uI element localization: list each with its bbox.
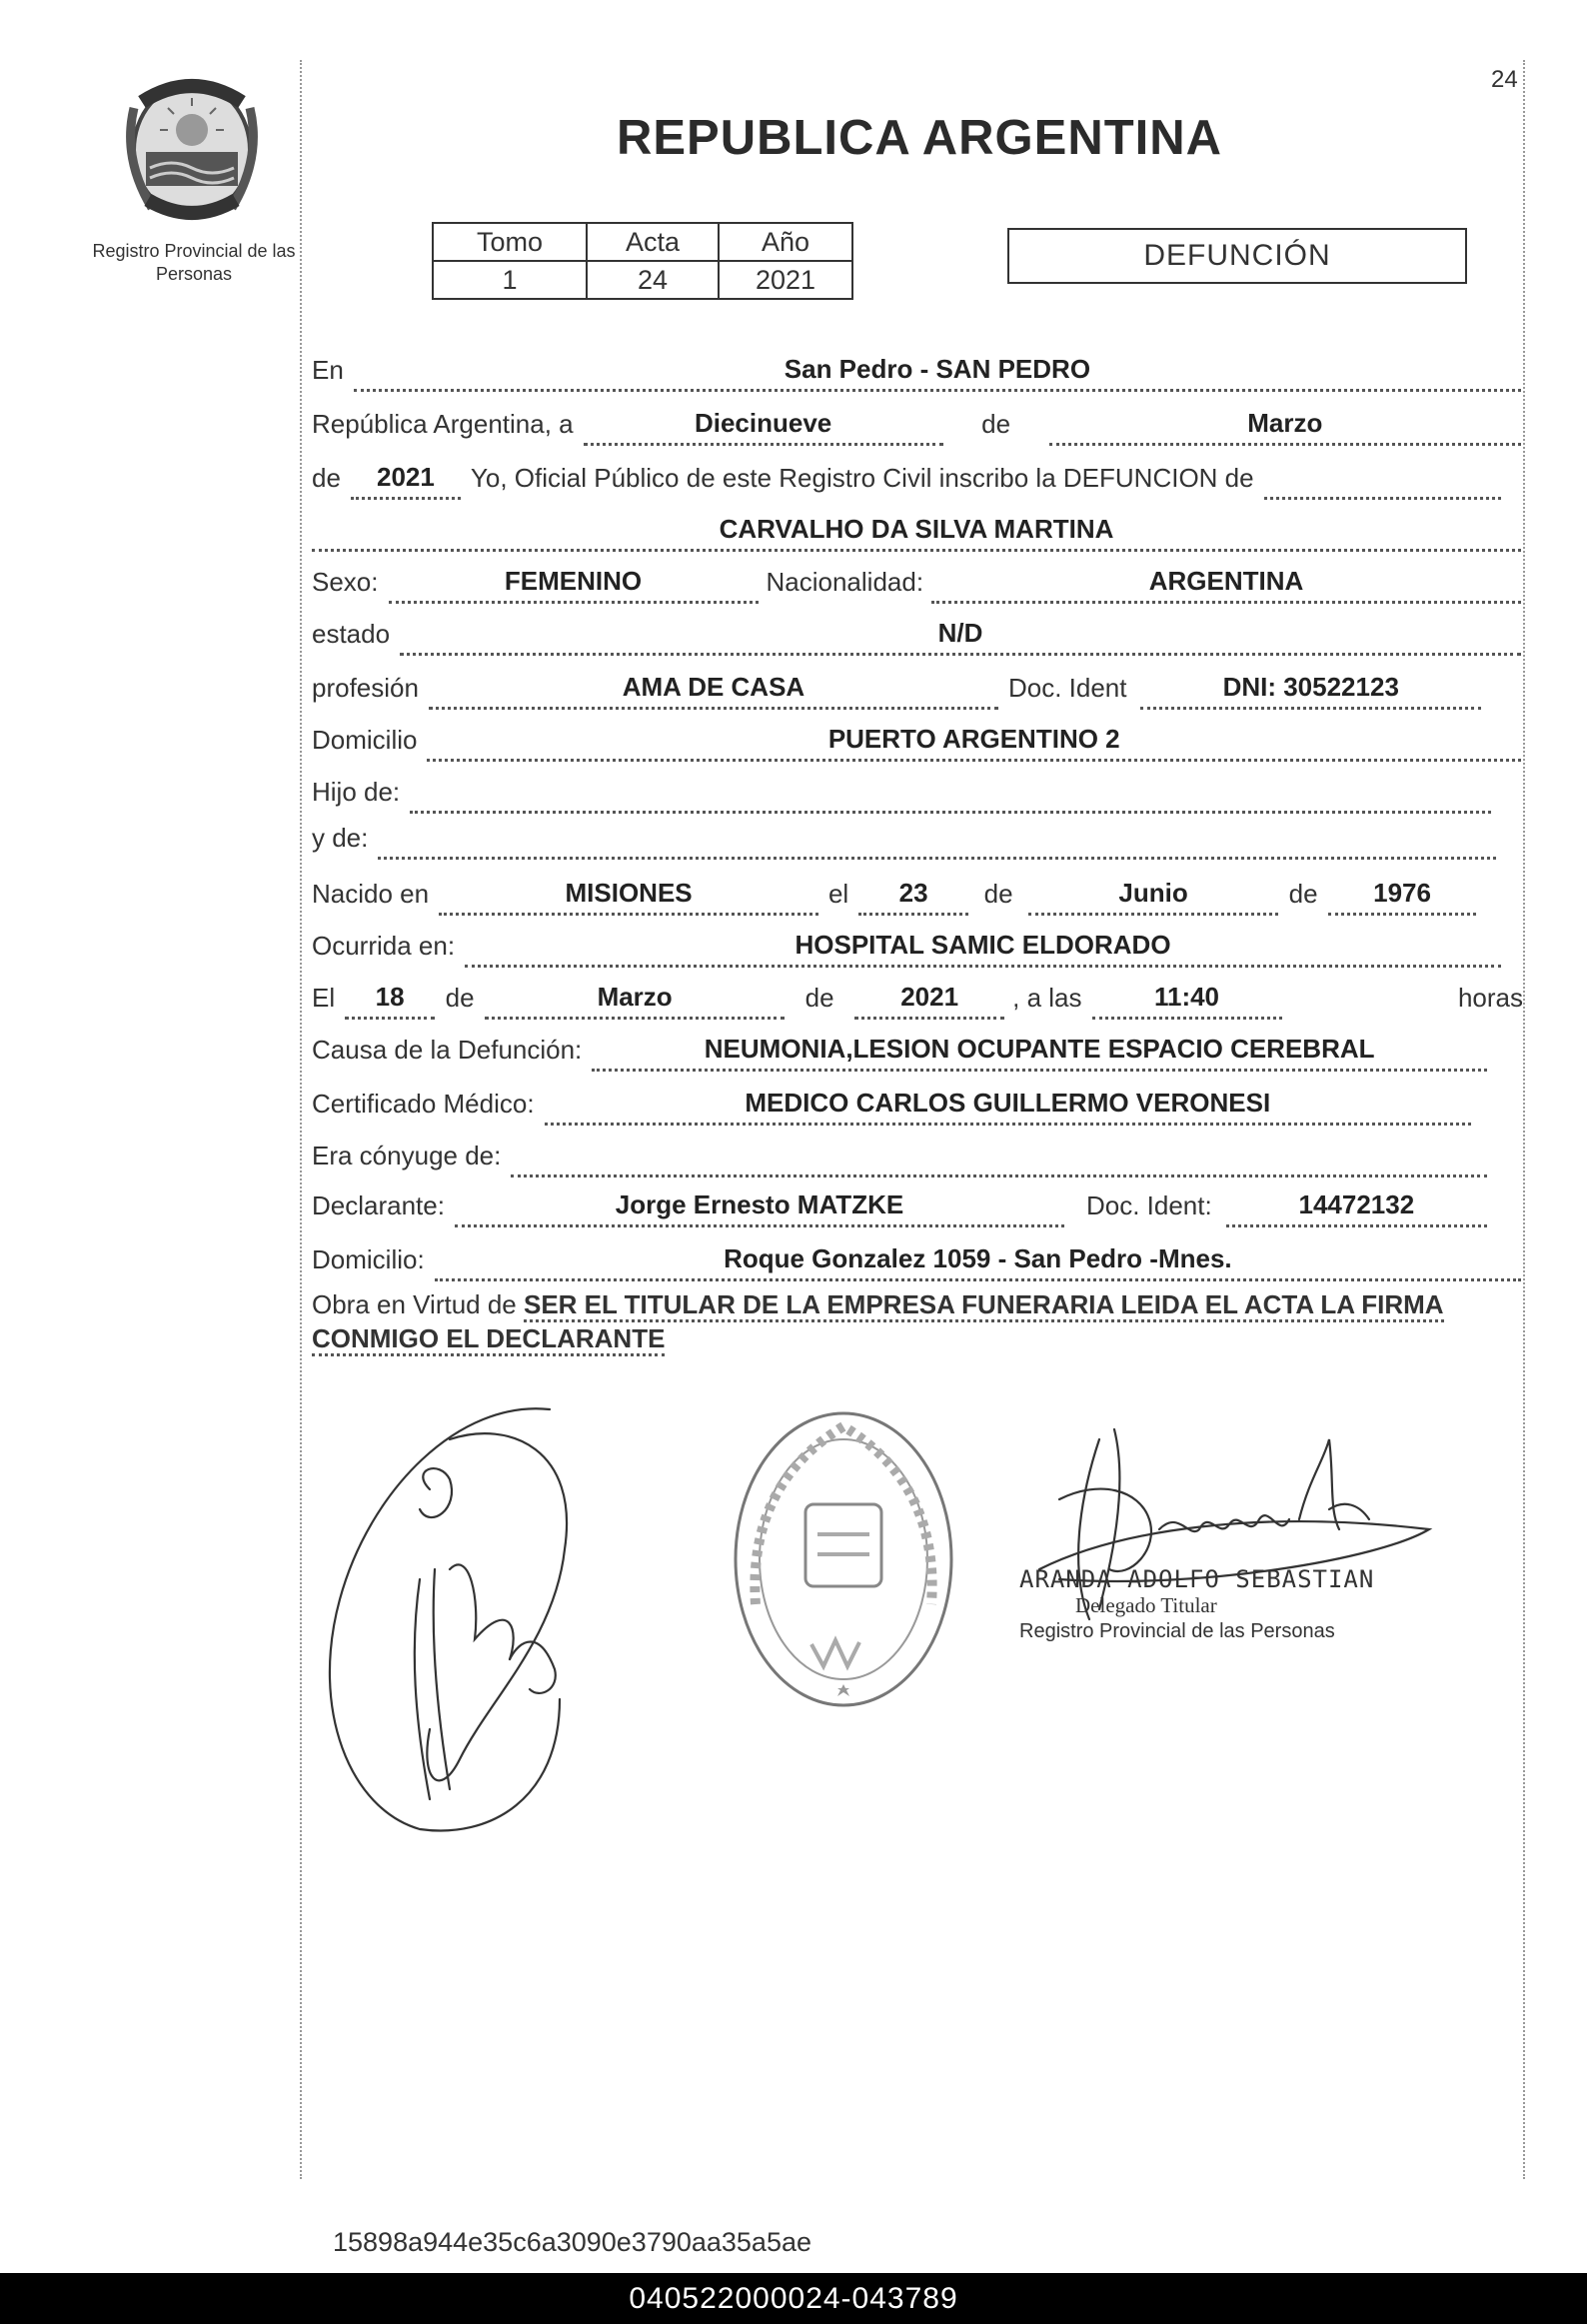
field-def-mes: Marzo xyxy=(485,981,785,1020)
field-nombre: CARVALHO DA SILVA MARTINA xyxy=(312,513,1521,552)
line-fecha-def xyxy=(312,978,1523,1020)
label-doc-ident: Doc. Ident xyxy=(1007,673,1127,703)
obra-paragraph xyxy=(312,1287,1521,1355)
field-declarante: Jorge Ernesto MATZKE xyxy=(455,1188,1064,1227)
document-type-box: DEFUNCIÓN xyxy=(1007,228,1467,284)
tomo-value: 1 xyxy=(433,261,587,299)
label-y-de: y de: xyxy=(312,823,369,853)
label-hijo-de: Hijo de: xyxy=(312,777,401,807)
issuer-name: Registro Provincial de las Personas xyxy=(92,241,296,284)
label-obra: Obra en Virtud de xyxy=(312,1289,517,1319)
line-domicilio xyxy=(312,720,1521,762)
line-anio xyxy=(312,458,1501,500)
line-certificado xyxy=(312,1084,1471,1126)
line-sexo xyxy=(312,562,1521,604)
register-table xyxy=(432,222,853,300)
label-el: el xyxy=(827,879,849,909)
label-profesion: profesión xyxy=(312,673,419,703)
field-def-hora: 11:40 xyxy=(1092,981,1282,1020)
field-conyuge xyxy=(511,1139,1487,1177)
right-margin-line xyxy=(1523,60,1525,2179)
acta-header: Acta xyxy=(587,223,719,261)
acta-value: 24 xyxy=(587,261,719,299)
official-registry: Registro Provincial de las Personas xyxy=(1019,1620,1335,1642)
line-ocurrida xyxy=(312,926,1501,968)
label-de: de xyxy=(804,983,834,1013)
line-estado xyxy=(312,614,1521,656)
label-conyuge: Era cónyuge de: xyxy=(312,1141,502,1170)
field-sexo: FEMENINO xyxy=(389,565,759,604)
line-declarante xyxy=(312,1185,1487,1227)
line-y-de xyxy=(312,818,1496,860)
field-def-anio: 2021 xyxy=(854,981,1004,1020)
label-estado: estado xyxy=(312,619,391,649)
line-nombre xyxy=(312,510,1521,552)
document-hash: 15898a944e35c6a3090e3790aa35a5ae xyxy=(333,2227,811,2257)
label-a-las: , a las xyxy=(1012,983,1082,1013)
field-lugar: San Pedro - SAN PEDRO xyxy=(354,353,1521,392)
field-y-de xyxy=(378,821,1496,860)
field-nac-dia: 23 xyxy=(858,877,968,916)
field-declarante-domicilio: Roque Gonzalez 1059 - San Pedro -Mnes. xyxy=(435,1242,1521,1281)
label-de: de xyxy=(445,983,475,1013)
declarant-signature-icon xyxy=(310,1399,590,1839)
left-margin-line xyxy=(300,60,302,2179)
field-nacido-en: MISIONES xyxy=(439,877,818,916)
official-role: Delegado Titular xyxy=(1075,1593,1217,1617)
label-horas: horas xyxy=(1457,983,1523,1013)
label-de: de xyxy=(981,409,1011,439)
line-domicilio2 xyxy=(312,1239,1521,1281)
tomo-header: Tomo xyxy=(433,223,587,261)
field-doc-ident: DNI: 30522123 xyxy=(1140,671,1481,710)
label-domicilio: Domicilio xyxy=(312,725,418,755)
label-nacido-en: Nacido en xyxy=(312,879,430,909)
field-estado: N/D xyxy=(400,617,1521,656)
label-republica: República Argentina, a xyxy=(312,409,574,439)
field-mes-texto: Marzo xyxy=(1049,407,1521,446)
registry-seal-icon xyxy=(728,1404,959,1714)
label-declarante: Declarante: xyxy=(312,1190,445,1220)
line-causa xyxy=(312,1030,1487,1072)
line-conyuge xyxy=(312,1136,1487,1177)
field-profesion: AMA DE CASA xyxy=(429,671,998,710)
line-hijo-de xyxy=(312,772,1491,814)
line-lugar xyxy=(312,350,1521,392)
field-domicilio: PUERTO ARGENTINO 2 xyxy=(427,723,1521,762)
label-en: En xyxy=(312,355,344,385)
label-nacionalidad: Nacionalidad: xyxy=(766,567,924,597)
field-anio: 2021 xyxy=(351,461,461,500)
field-nac-mes: Junio xyxy=(1028,877,1278,916)
anio-value: 2021 xyxy=(719,261,852,299)
field-filler xyxy=(1264,461,1501,500)
official-signature-block xyxy=(1019,1566,1374,1644)
field-obra-texto: SER EL TITULAR DE LA EMPRESA FUNERARIA LEIDA EL ACTA LA FIRMA CONMIGO EL DECLARANTE xyxy=(312,1289,1444,1356)
label-domicilio2: Domicilio: xyxy=(312,1244,425,1274)
label-doc-ident2: Doc. Ident: xyxy=(1085,1190,1212,1220)
field-certificado: MEDICO CARLOS GUILLERMO VERONESI xyxy=(545,1087,1471,1126)
misiones-coat-of-arms-icon xyxy=(112,68,272,228)
page-number: 24 xyxy=(1491,66,1518,93)
anio-header: Año xyxy=(719,223,852,261)
label-de: de xyxy=(312,463,341,493)
label-causa: Causa de la Defunción: xyxy=(312,1035,583,1065)
label-ocurrida-en: Ocurrida en: xyxy=(312,931,456,961)
field-def-dia: 18 xyxy=(345,981,435,1020)
label-de: de xyxy=(983,879,1013,909)
field-nacionalidad: ARGENTINA xyxy=(931,565,1521,604)
field-declarante-doc: 14472132 xyxy=(1226,1188,1487,1227)
barcode-id-bar: 040522000024-043789 xyxy=(0,2273,1587,2324)
field-dia-texto: Diecinueve xyxy=(584,407,943,446)
field-nac-anio: 1976 xyxy=(1328,877,1476,916)
official-name: ARANDA ADOLFO SEBASTIAN xyxy=(1019,1565,1375,1593)
label-de: de xyxy=(1288,879,1318,909)
field-ocurrida-en: HOSPITAL SAMIC ELDORADO xyxy=(465,929,1501,968)
field-hijo-de xyxy=(410,775,1491,814)
line-fecha xyxy=(312,404,1521,446)
label-sexo: Sexo: xyxy=(312,567,379,597)
label-yo-oficial: Yo, Oficial Público de este Registro Civil inscribo la DEFUNCION de xyxy=(470,463,1254,493)
line-nacido xyxy=(312,874,1476,916)
field-causa: NEUMONIA,LESION OCUPANTE ESPACIO CEREBRAL xyxy=(592,1033,1487,1072)
line-profesion xyxy=(312,668,1481,710)
document-title: REPUBLICA ARGENTINA xyxy=(616,111,1223,165)
label-certificado: Certificado Médico: xyxy=(312,1089,535,1119)
label-el-cap: El xyxy=(312,983,336,1013)
